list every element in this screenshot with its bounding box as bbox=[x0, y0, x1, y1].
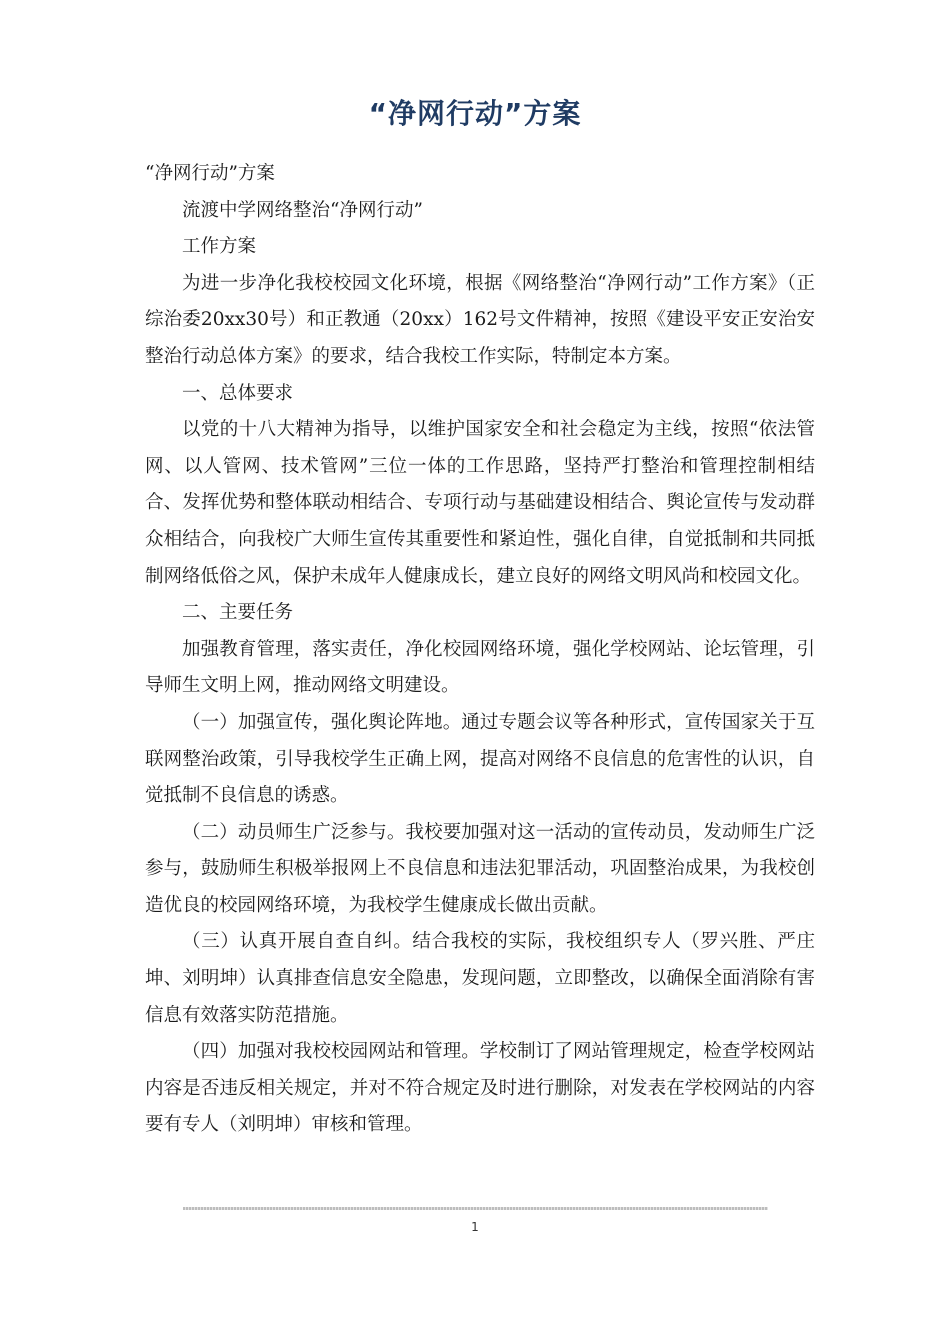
body-paragraph: 工作方案 bbox=[182, 236, 257, 258]
body-paragraph: （三）认真开展自查自纠。结合我校的实际，我校组织专人（罗兴胜、严庄坤、刘明坤）认真排查信息安全隐患，发现问题，立即整改，以确保全面消除有害信息有效落实防范措施。 bbox=[145, 931, 815, 1026]
footer-divider bbox=[183, 1207, 768, 1210]
section-heading: 二、主要任务 bbox=[182, 602, 294, 624]
body-paragraph: 加强教育管理，落实责任，净化校园网络环境，强化学校网站、论坛管理，引导师生文明上网，推动网络文明建设。 bbox=[145, 638, 815, 697]
section-heading: 一、总体要求 bbox=[182, 382, 294, 404]
body-paragraph: 为进一步净化我校校园文化环境，根据《网络整治“净网行动”工作方案》（正综治委20xx30号）和正教通（20xx）162号文件精神，按照《建设平安正安治安整治行动总体方案》的要求，结合我校工作实际，特制定本方案。 bbox=[145, 272, 815, 367]
body-paragraph: 流渡中学网络整治“净网行动” bbox=[182, 199, 423, 221]
body-paragraph: （一）加强宣传，强化舆论阵地。通过专题会议等各种形式，宣传国家关于互联网整治政策，引导我校学生正确上网，提高对网络不良信息的危害性的认识，自觉抵制不良信息的诱惑。 bbox=[145, 711, 815, 807]
document-title: “净网行动”方案 bbox=[368, 97, 582, 130]
body-paragraph: （二）动员师生广泛参与。我校要加强对这一活动的宣传动员，发动师生广泛参与，鼓励师生积极举报网上不良信息和违法犯罪活动，巩固整治成果，为我校创造优良的校园网络环境，为我校学生健康成长做出贡献。 bbox=[145, 821, 815, 916]
body-paragraph: 以党的十八大精神为指导，以维护国家安全和社会稳定为主线，按照“依法管网、以人管网、技术管网”三位一体的工作思路，坚持严打整治和管理控制相结合、发挥优势和整体联动相结合、专项行动与基础建设相结合、舆论宣传与发动群众相结合，向我校广大师生宣传其重要性和紧迫性，强化自律，自觉抵制和共同抵制网络低俗之风，保护未成年人健康成长，建立良好的网络文明风尚和校园文化。 bbox=[145, 419, 815, 587]
body-paragraph: （四）加强对我校校园网站和管理。学校制订了网站管理规定，检查学校网站内容是否违反相关规定，并对不符合规定及时进行删除，对发表在学校网站的内容要有专人（刘明坤）审核和管理。 bbox=[145, 1041, 815, 1136]
page-number: 1 bbox=[471, 1220, 479, 1234]
body-paragraph: “净网行动”方案 bbox=[145, 163, 275, 184]
document-body bbox=[145, 156, 815, 1144]
